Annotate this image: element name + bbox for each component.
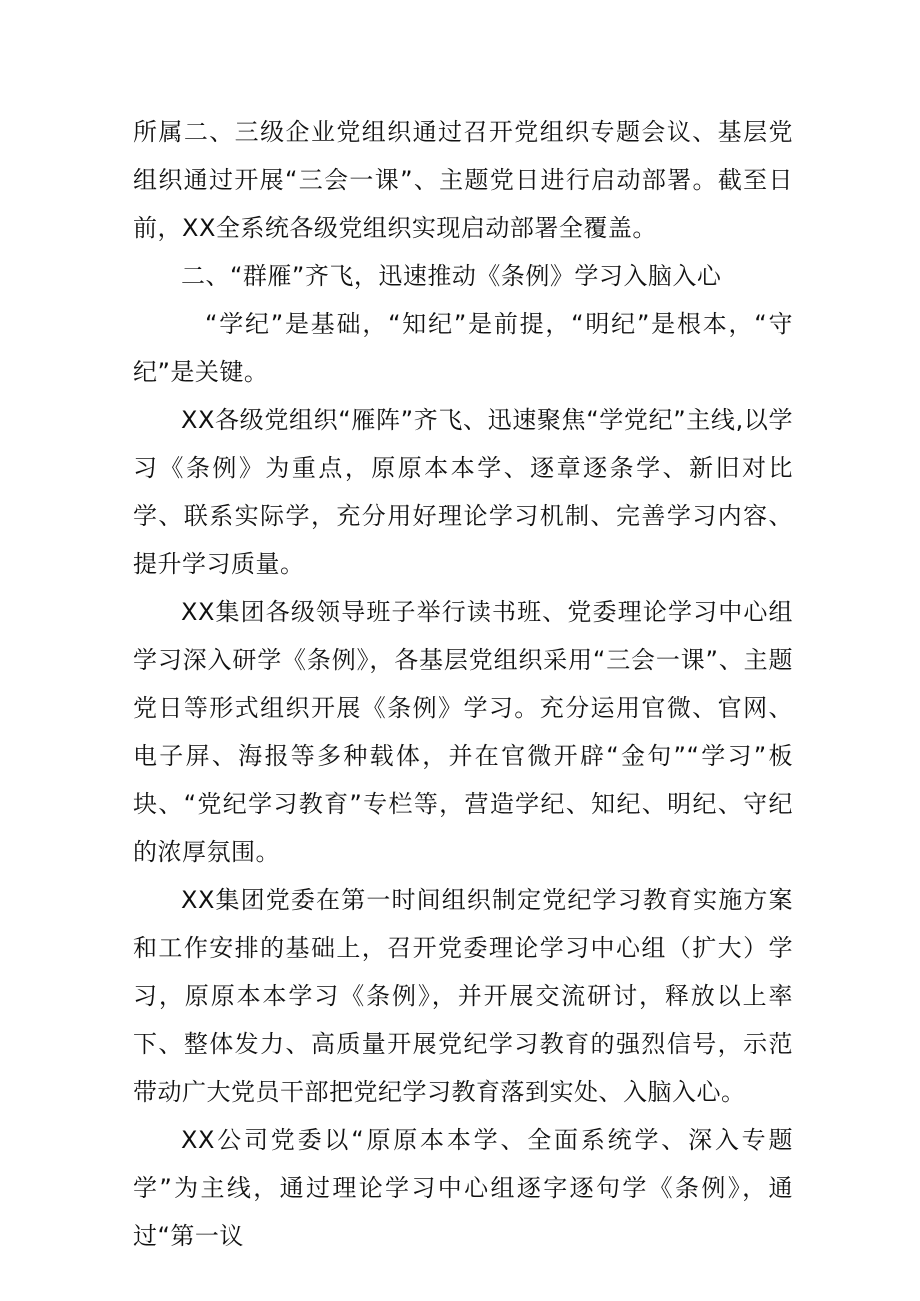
paragraph-group-committee: XX集团党委在第一时间组织制定党纪学习教育实施方案和工作安排的基础上，召开党委理论学习中心组（扩大）学习，原原本本学习《条例》，并开展交流研讨，释放以上率下、整体发力、高质量开展党纪学习教育的强烈信号，示范带动广大党员干部把党纪学习教育落到实处、入脑入心。 [133, 886, 793, 1106]
paragraph-group-leadership: XX集团各级领导班子举行读书班、党委理论学习中心组学习深入研学《条例》，各基层党组织采用“三会一课”、主题党日等形式组织开展《条例》学习。充分运用官微、官网、电子屏、海报等多种载体，并在官微开辟“金句”“学习”板块、“党纪学习教育”专栏等，营造学纪、知纪、明纪、守纪的浓厚氛围。 [133, 598, 793, 866]
section-heading-2: 二、“群雁”齐飞，迅速推动《条例》学习入脑入心 [181, 262, 722, 290]
paragraph-party-organizations: XX各级党组织“雁阵”齐飞、迅速聚焦“学党纪”主线,以学习《条例》为重点，原原本本学、逐章逐条学、新旧对比学、联系实际学，充分用好理论学习机制、完善学习内容、提升学习质量。 [133, 406, 793, 578]
document-page [133, 108, 793, 1260]
paragraph-continuation: 所属二、三级企业党组织通过召开党组织专题会议、基层党组织通过开展“三会一课”、主题党日进行启动部署。截至日前，XX全系统各级党组织实现启动部署全覆盖。 [133, 118, 793, 242]
paragraph-company-committee: XX公司党委以“原原本本学、全面系统学、深入专题学”为主线，通过理论学习中心组逐字逐句学《条例》，通过“第一议 [133, 1126, 793, 1250]
paragraph-discipline-keys: “学纪”是基础，“知纪”是前提，“明纪”是根本，“守纪”是关键。 [133, 310, 793, 386]
